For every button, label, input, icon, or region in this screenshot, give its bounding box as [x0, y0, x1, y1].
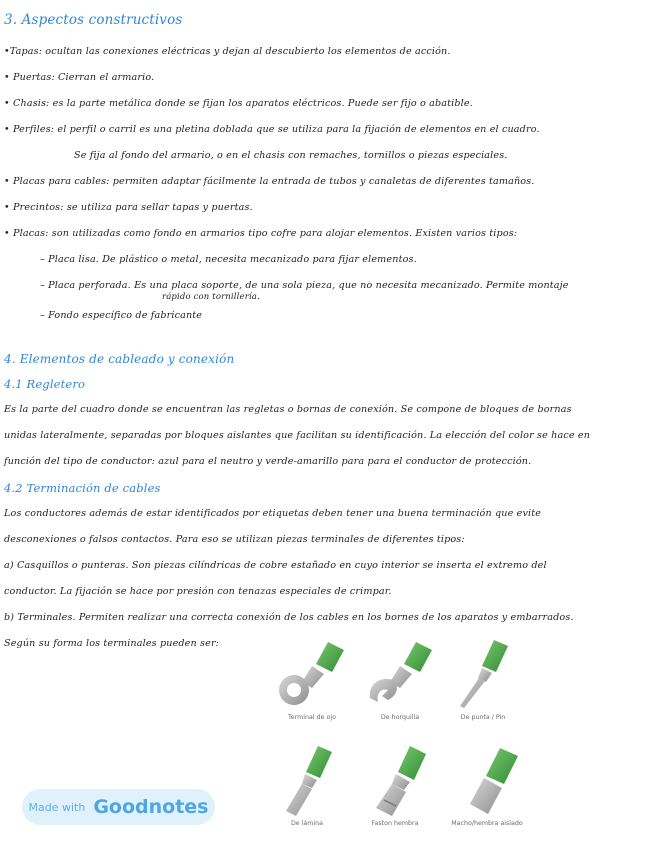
- section-title-aspectos: 3. Aspectos constructivos: [4, 12, 183, 28]
- text-line: – Placa perforada. Es una placa soporte, de una sola pieza, que no necesita mecanizado. Permite montaje: [40, 280, 569, 291]
- text-line: Se fija al fondo del armario, o en el chasis con remaches, tornillos o piezas especiales.: [74, 150, 508, 161]
- subsection-title-regletero: 4.1 Regletero: [4, 377, 86, 391]
- text-line: función del tipo de conductor: azul para el neutro y verde-amarillo para para el conductor de protección.: [4, 456, 532, 467]
- text-line: • Chasis: es la parte metálica donde se fijan los aparatos eléctricos. Puede ser fijo o abatible.: [4, 98, 473, 109]
- section-title-elementos: 4. Elementos de cableado y conexión: [4, 352, 235, 366]
- terminal-caption: Faston hembra: [371, 820, 419, 827]
- subsection-title-terminacion: 4.2 Terminación de cables: [4, 481, 161, 495]
- text-line: • Perfiles: el perfil o carril es una pletina doblada que se utiliza para la fijación de elementos en el cuadro.: [4, 124, 540, 135]
- text-line: unidas lateralmente, separadas por bloques aislantes que facilitan su identificación. La elección del color se hace en: [4, 430, 591, 441]
- badge-brand: Goodnotes: [93, 796, 209, 818]
- text-line: • Puertas: Cierran el armario.: [4, 72, 155, 83]
- text-line: • Placas: son utilizadas como fondo en armarios tipo cofre para alojar elementos. Existen varios tipos:: [4, 228, 518, 239]
- text-line: rápido con tornillería.: [162, 292, 260, 302]
- text-line: – Placa lisa. De plástico o metal, necesita mecanizado para fijar elementos.: [40, 254, 417, 265]
- blade-terminal-icon: [272, 742, 352, 818]
- goodnotes-badge: [22, 789, 215, 825]
- terminal-caption: De horquilla: [380, 714, 420, 721]
- terminal-caption: Terminal de ojo: [288, 714, 336, 721]
- badge-made-with: Made with: [28, 800, 86, 814]
- text-line: • Placas para cables: permiten adaptar fácilmente la entrada de tubos y canaletas de diferentes tamaños.: [4, 176, 535, 187]
- bullet-terminal-icon: [448, 742, 528, 818]
- terminal-caption: Macho/hembra aislado: [451, 820, 523, 827]
- terminal-caption: De lámina: [290, 820, 324, 827]
- pin-terminal-icon: [448, 636, 518, 712]
- ring-terminal-icon: [272, 636, 352, 712]
- text-line: Según su forma los terminales pueden ser:: [4, 638, 220, 649]
- text-line: Es la parte del cuadro donde se encuentran las regletas o bornas de conexión. Se compone de bloques de bornas: [4, 404, 572, 415]
- text-line: conductor. La fijación se hace por presión con tenazas especiales de crimpar.: [4, 586, 392, 597]
- female-faston-terminal-icon: [360, 742, 440, 818]
- fork-terminal-icon: [360, 636, 440, 712]
- text-line: a) Casquillos o punteras. Son piezas cilíndricas de cobre estañado en cuyo interior se inserta el extremo del: [4, 560, 547, 571]
- text-line: – Fondo específico de fabricante: [40, 310, 203, 321]
- text-line: b) Terminales. Permiten realizar una correcta conexión de los cables en los bornes de los aparatos y embarrados.: [4, 612, 574, 623]
- text-line: desconexiones o falsos contactos. Para eso se utilizan piezas terminales de diferentes tipos:: [4, 534, 465, 545]
- text-line: •Tapas: ocultan las conexiones eléctricas y dejan al descubierto los elementos de acción.: [4, 46, 451, 57]
- text-line: Los conductores además de estar identificados por etiquetas deben tener una buena terminación que evite: [4, 508, 542, 519]
- terminal-caption: De punta / Pin: [460, 714, 506, 721]
- text-line: • Precintos: se utiliza para sellar tapas y puertas.: [4, 202, 253, 213]
